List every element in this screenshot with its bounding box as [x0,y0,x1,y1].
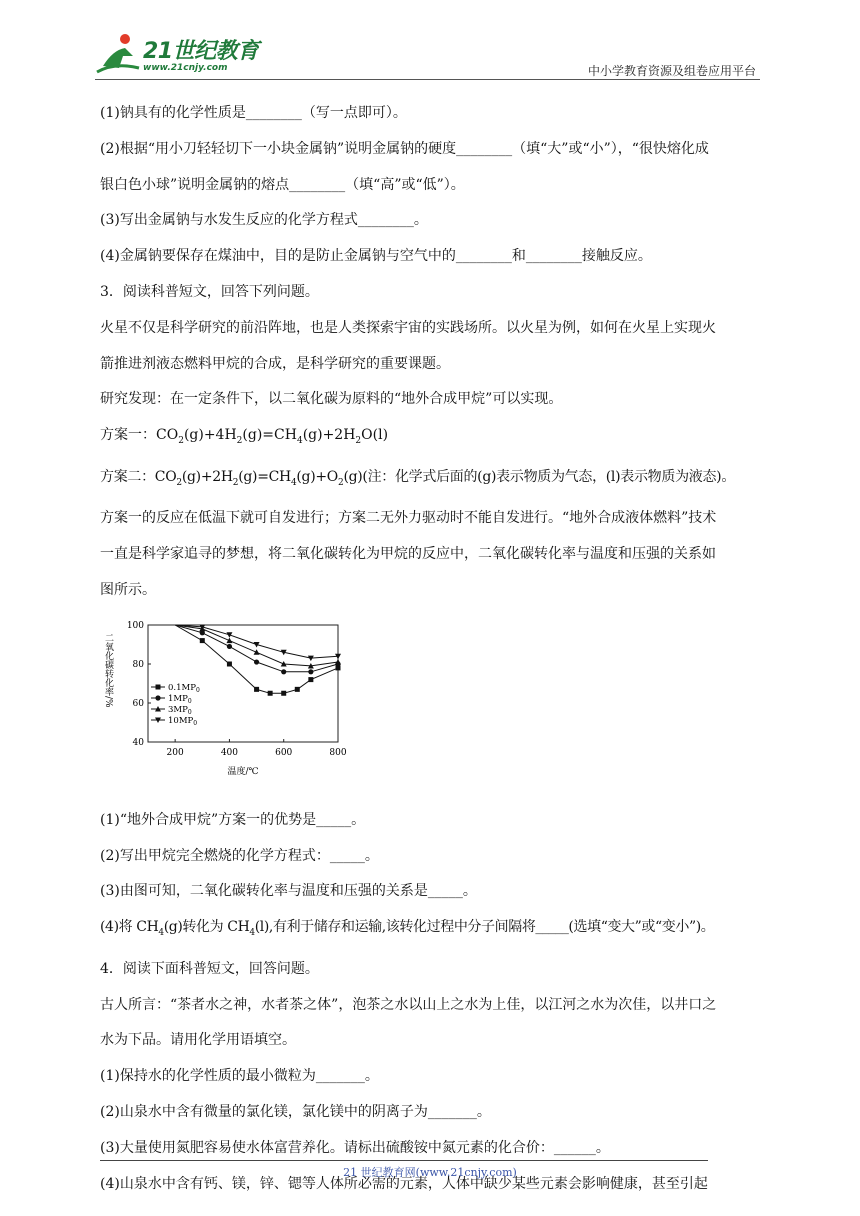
x-tick-label: 600 [275,747,293,758]
page-footer: 21 世纪教育网(www.21cnjy.com) [343,1166,517,1179]
data-point [227,661,232,666]
y-tick-label: 100 [126,620,144,631]
x-tick-label: 800 [329,747,347,758]
data-point [226,637,232,643]
y-tick-label: 40 [132,737,144,748]
legend-label: $0.1MP_0$ [168,682,200,694]
text-line: 水为下品。请用化学用语填空。 [100,1032,296,1049]
y-tick-label: 60 [132,698,144,709]
y-tick-label: 80 [132,659,144,670]
text-line: 古人所言：“茶者水之神，水者茶之体”，泡茶之水以山上之水为上佳，以江河之水为次佳，以井口之 [100,996,717,1013]
legend-label: $3MP_0$ [168,704,192,716]
data-point [308,669,313,674]
scheme-one-equation: 方案一：$CO_2(g)+4H_2(g)=CH_4(g)+2H_2O(l)$ [100,427,389,446]
data-point [254,659,259,664]
text-line: (4)金属钠要保存在煤油中，目的是防止金属钠与空气中的________和________接触反应。 [100,248,652,265]
x-axis-label: 温度/℃ [227,766,259,777]
text-line: 方案一的反应在低温下就可自发进行；方案二无外力驱动时不能自发进行。“地外合成液体燃料”技术 [100,510,717,527]
text-line: (2)山泉水中含有微量的氯化镁，氯化镁中的阴离子为_______。 [100,1103,491,1120]
runner-logo-icon [95,32,143,76]
data-point [268,691,273,696]
x-tick-label: 400 [220,747,239,758]
data-point [295,687,300,692]
question-3-heading: 3．阅读科普短文，回答下列问题。 [100,283,319,300]
y-axis-label: 二氧化碳转化率/% [103,632,113,708]
header-platform-text: 中小学教育资源及组卷应用平台 [587,64,756,78]
chart-svg [100,617,360,797]
data-point [254,687,259,692]
question-4-heading: 4．阅读下面科普短文，回答问题。 [100,960,319,977]
text-line: 图所示。 [100,581,156,598]
logo-text: 21世纪教育 [143,39,259,64]
text-line: (1)钠具有的化学性质是________（写一点即可）。 [100,105,407,121]
text-line: (1)“地外合成甲烷”方案一的优势是_____。 [100,811,366,828]
series-line [175,625,338,672]
legend-label: $10MP_0$ [168,715,198,727]
data-point [254,649,260,655]
text-line: (3)大量使用氮肥容易使水体富营养化。请标出硫酸铵中氮元素的化合价：______。 [100,1139,610,1156]
footer-divider [100,1160,708,1161]
header-divider [95,79,760,80]
data-point [155,695,160,700]
text-line: 火星不仅是科学研究的前沿阵地，也是人类探索宇宙的实践场所。以火星为例，如何在火星上实现火 [100,319,716,336]
logo-url: www.21cnjy.com [143,63,228,73]
text-line: (4)山泉水中含有钙、镁，锌、锶等人体所必需的元素，人体中缺少某些元素会影响健康，甚至引起 [100,1175,708,1192]
document-body [100,96,770,1202]
text-line: (2)根据“用小刀轻轻切下一小块金属钠”说明金属钠的硬度________（填“大”或“小”），“很快熔化成 [100,140,709,157]
page-header [95,32,760,82]
data-point [281,691,286,696]
text-line: (3)由图可知，二氧化碳转化率与温度和压强的关系是_____。 [100,883,477,900]
text-line: 研究发现：在一定条件下，以二氧化碳为原料的“地外合成甲烷”可以实现。 [100,391,563,408]
site-logo [95,32,265,76]
text-line: 银白色小球”说明金属钠的熔点________（填“高”或“低”）。 [100,176,465,193]
text-line: (3)写出金属钠与水发生反应的化学方程式________。 [100,212,428,229]
data-point [200,638,205,643]
x-tick-label: 200 [166,747,184,758]
text-line: (2)写出甲烷完全燃烧的化学方程式：_____。 [100,847,379,864]
series-line [175,625,338,693]
data-point [227,644,232,649]
text-line: (1)保持水的化学性质的最小微粒为_______。 [100,1068,379,1085]
conversion-rate-chart [100,617,360,797]
scheme-two-equation: 方案二：$CO_2(g)+2H_2(g)=CH_4(g)+O_2(g)$(注：化学式后面的(g)表示物质为气态，(l)表示物质为液态)。 [100,468,736,488]
data-point [226,632,232,638]
text-line: 箭推进剂液态燃料甲烷的合成，是科学研究的重要课题。 [100,355,450,372]
question-3-4: (4)将 $CH_4(g)$转化为 $CH_4(l)$,有利于储存和运输,该转化过程中分子间隔将_____(选填“变大”或“变小”)。 [100,919,715,938]
data-point [308,677,313,682]
data-point [281,669,286,674]
legend-label: $1MP_0$ [168,693,192,705]
text-line: 一直是科学家追寻的梦想，将二氧化碳转化为甲烷的反应中，二氧化碳转化率与温度和压强的关系如 [100,546,716,563]
data-point [156,684,161,689]
